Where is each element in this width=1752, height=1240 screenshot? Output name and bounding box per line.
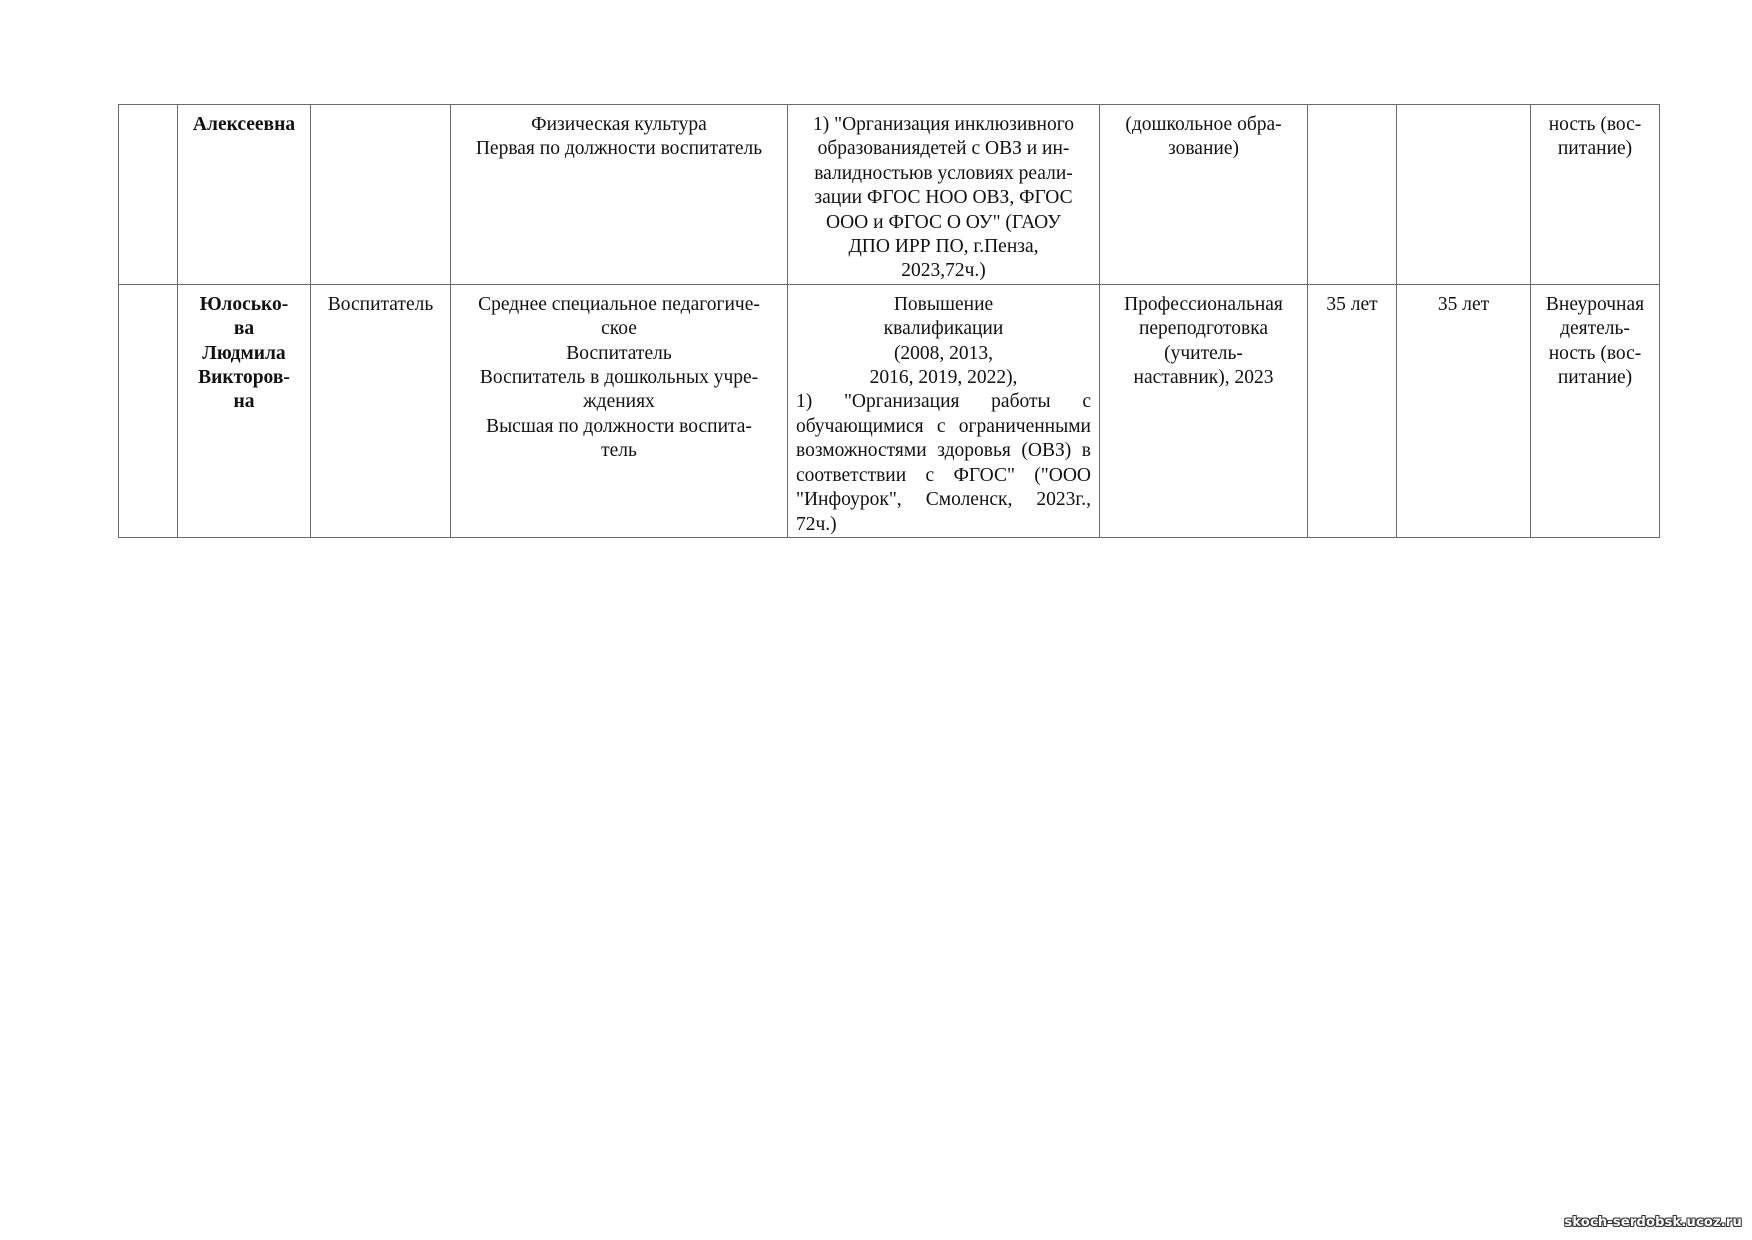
ped-experience-cell: 35 лет — [1397, 284, 1531, 537]
education-line: Воспитатель в дошкольных учре- — [479, 367, 759, 389]
education-cell — [451, 105, 788, 285]
education-cell — [451, 284, 788, 537]
subjects-line: деятель- — [1560, 318, 1630, 340]
qualification-line: зации ФГОС НОО ОВЗ, ФГОС — [814, 187, 1073, 209]
education-line: Высшая по должности воспита- — [486, 415, 752, 437]
education-line: ждениях — [583, 391, 655, 413]
retraining-line: (дошкольное обра- — [1125, 114, 1282, 135]
subjects-line: Внеурочная — [1545, 293, 1645, 315]
qualification-line: ДПО ИРР ПО, г.Пенза, — [848, 236, 1039, 258]
education-line: Первая по должности воспитатель — [475, 138, 763, 160]
teacher-name-cell — [178, 105, 311, 285]
total-experience-cell: 35 лет — [1308, 284, 1397, 537]
name-line: на — [233, 391, 255, 413]
name-line: Людмила — [202, 342, 286, 364]
qualification-line: 2016, 2019, 2022), — [869, 367, 1018, 389]
qualification-line: валидностьюв условиях реали- — [814, 162, 1073, 184]
subjects-line: ность (вос- — [1548, 114, 1642, 135]
qualification-line: квалификации — [883, 318, 1004, 340]
qualification-line: ООО и ФГОС О ОУ" (ГАОУ — [826, 211, 1061, 233]
education-line: ское — [601, 318, 637, 340]
subjects-line: ность (вос- — [1548, 342, 1642, 364]
retraining-cell — [1100, 284, 1308, 537]
subjects-cell — [1531, 105, 1660, 285]
site-watermark: skoch-serdobsk.ucoz.ru — [1564, 1215, 1742, 1230]
table-row — [119, 284, 1660, 537]
row-number-cell — [119, 284, 178, 537]
education-line: тель — [601, 440, 637, 462]
ped-experience-cell — [1397, 105, 1531, 285]
qualification-line: (2008, 2013, — [893, 342, 994, 364]
qualification-line: 1) "Организация инклюзивного — [813, 114, 1074, 135]
qualification-line: образованиядетей с ОВЗ и ин- — [817, 138, 1070, 160]
teacher-name-cell — [178, 284, 311, 537]
retraining-line: (учитель- — [1164, 342, 1243, 364]
retraining-line: переподготовка — [1138, 318, 1269, 340]
name-line: ва — [233, 318, 255, 340]
education-line: Физическая культура — [531, 114, 707, 135]
retraining-line: зование) — [1168, 138, 1239, 160]
qualification-line: Повышение — [893, 293, 994, 315]
subjects-line: питание) — [1557, 138, 1633, 160]
position-cell — [311, 105, 451, 285]
total-experience-cell — [1308, 105, 1397, 285]
row-number-cell — [119, 105, 178, 285]
name-line: Юлосько- — [199, 293, 289, 315]
subjects-cell — [1531, 284, 1660, 537]
retraining-line: Профессиональная — [1124, 293, 1283, 315]
retraining-line: наставник), 2023 — [1133, 367, 1274, 389]
education-line: Среднее специальное педагогиче- — [478, 293, 760, 315]
retraining-cell — [1100, 105, 1308, 285]
table-row — [119, 105, 1660, 285]
name-line: Викторов- — [198, 367, 290, 389]
qualification-cell — [788, 284, 1100, 537]
position-cell: Воспитатель — [311, 284, 451, 537]
qualification-line: 2023,72ч.) — [901, 260, 986, 282]
name-line: Алексеевна — [192, 114, 296, 135]
qualification-cell — [788, 105, 1100, 285]
education-line: Воспитатель — [566, 342, 672, 364]
staff-table — [118, 104, 1660, 538]
subjects-line: питание) — [1557, 367, 1633, 389]
qualification-course-text: 1) "Организация работы с обучающимися с ограниченными возможностями здоровья (ОВЗ) в соответствии с ФГОС" ("ООО "Инфоурок", Смоленск, 2023г., 72ч.) — [796, 391, 1091, 535]
